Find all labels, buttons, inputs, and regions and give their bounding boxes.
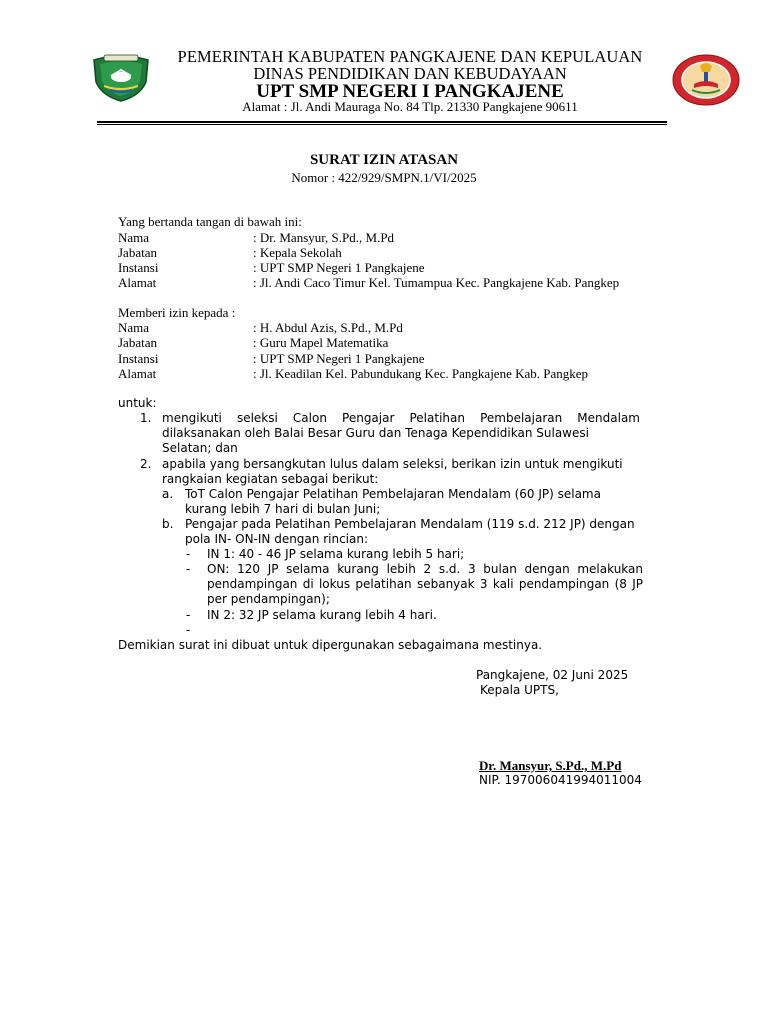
detail-item: IN 1: 40 - 46 JP selama kurang lebih 5 hari; bbox=[207, 547, 465, 561]
letterhead-divider-thin bbox=[97, 124, 667, 125]
sub-item-text: kurang lebih 7 hari di bulan Juni; bbox=[185, 502, 381, 516]
sub-item-text: Pengajar pada Pelatihan Pembelajaran Mendalam (119 s.d. 212 JP) dengan bbox=[185, 517, 635, 531]
list-item-number: 2. bbox=[140, 457, 152, 471]
place-date: Pangkajene, 02 Juni 2025 bbox=[476, 668, 629, 682]
letterhead-address: Alamat : Jl. Andi Mauraga No. 84 Tlp. 21330 Pangkajene 90611 bbox=[242, 99, 578, 114]
recipient-address-label: Alamat bbox=[118, 366, 157, 381]
recipient-name: : H. Abdul Azis, S.Pd., M.Pd bbox=[253, 320, 403, 335]
list-item-number: 1. bbox=[140, 411, 152, 425]
list-item-text: Selatan; dan bbox=[162, 441, 238, 455]
detail-item: IN 2: 32 JP selama kurang lebih 4 hari. bbox=[207, 608, 437, 622]
recipient-intro: Memberi izin kepada : bbox=[118, 305, 236, 320]
regency-crest-icon bbox=[90, 52, 152, 102]
signer-intro: Yang bertanda tangan di bawah ini: bbox=[118, 214, 302, 229]
detail-dash: - bbox=[186, 623, 191, 637]
detail-item: per pendampingan); bbox=[207, 592, 330, 606]
recipient-institution-label: Instansi bbox=[118, 351, 159, 366]
signer-institution: : UPT SMP Negeri 1 Pangkajene bbox=[253, 260, 425, 275]
signature-nip: NIP. 197006041994011004 bbox=[479, 773, 642, 787]
detail-item: ON: 120 JP selama kurang lebih 2 s.d. 3 bulan dengan melakukan bbox=[207, 562, 643, 576]
purpose-intro: untuk: bbox=[118, 396, 157, 410]
closing-statement: Demikian surat ini dibuat untuk dipergunakan sebagaimana mestinya. bbox=[118, 638, 543, 652]
sub-item-letter: a. bbox=[162, 487, 174, 501]
detail-dash: - bbox=[186, 547, 191, 561]
list-item-text: dilaksanakan oleh Balai Besar Guru dan Tenaga Kependidikan Sulawesi bbox=[162, 426, 589, 440]
signer-address: : Jl. Andi Caco Timur Kel. Tumampua Kec. Pangkajene Kab. Pangkep bbox=[253, 275, 620, 290]
sub-item-text: pola IN- ON-IN dengan rincian: bbox=[185, 532, 369, 546]
letterhead-divider bbox=[97, 121, 667, 123]
recipient-institution: : UPT SMP Negeri 1 Pangkajene bbox=[253, 351, 425, 366]
signer-position: : Kepala Sekolah bbox=[253, 245, 342, 260]
letter-number: Nomor : 422/929/SMPN.1/VI/2025 bbox=[291, 170, 477, 185]
sub-item-text: ToT Calon Pengajar Pelatihan Pembelajaran Mendalam (60 JP) selama bbox=[185, 487, 601, 501]
signer-address-label: Alamat bbox=[118, 275, 157, 290]
recipient-address: : Jl. Keadilan Kel. Pabundukang Kec. Pangkajene Kab. Pangkep bbox=[253, 366, 589, 381]
letter-title: SURAT IZIN ATASAN bbox=[309, 152, 459, 168]
sub-item-letter: b. bbox=[162, 517, 174, 531]
signer-name: : Dr. Mansyur, S.Pd., M.Pd bbox=[253, 230, 395, 245]
recipient-name-label: Nama bbox=[118, 320, 150, 335]
school-emblem-icon bbox=[672, 54, 740, 106]
signature-name: Dr. Mansyur, S.Pd., M.Pd bbox=[479, 758, 622, 773]
signer-institution-label: Instansi bbox=[118, 260, 159, 275]
recipient-position: : Guru Mapel Matematika bbox=[253, 335, 389, 350]
signer-position-label: Jabatan bbox=[118, 245, 157, 260]
letterhead-department: DINAS PENDIDIKAN DAN KEBUDAYAAN bbox=[253, 64, 567, 83]
list-item-text: mengikuti seleksi Calon Pengajar Pelatihan Pembelajaran Mendalam bbox=[162, 411, 640, 425]
list-item-text: apabila yang bersangkutan lulus dalam seleksi, berikan izin untuk mengikuti bbox=[162, 457, 623, 471]
detail-dash: - bbox=[186, 562, 191, 576]
recipient-position-label: Jabatan bbox=[118, 335, 157, 350]
list-item-text: rangkaian kegiatan sebagai berikut: bbox=[162, 472, 379, 486]
letterhead-school: UPT SMP NEGERI I PANGKAJENE bbox=[256, 81, 564, 102]
letterhead-government: PEMERINTAH KABUPATEN PANGKAJENE DAN KEPULAUAN bbox=[177, 47, 643, 66]
signer-name-label: Nama bbox=[118, 230, 150, 245]
signer-title: Kepala UPTS, bbox=[480, 683, 559, 697]
detail-item: pendampingan di lokus pelatihan sebanyak 3 kali pendampingan (8 JP bbox=[207, 577, 643, 591]
detail-dash: - bbox=[186, 608, 191, 622]
